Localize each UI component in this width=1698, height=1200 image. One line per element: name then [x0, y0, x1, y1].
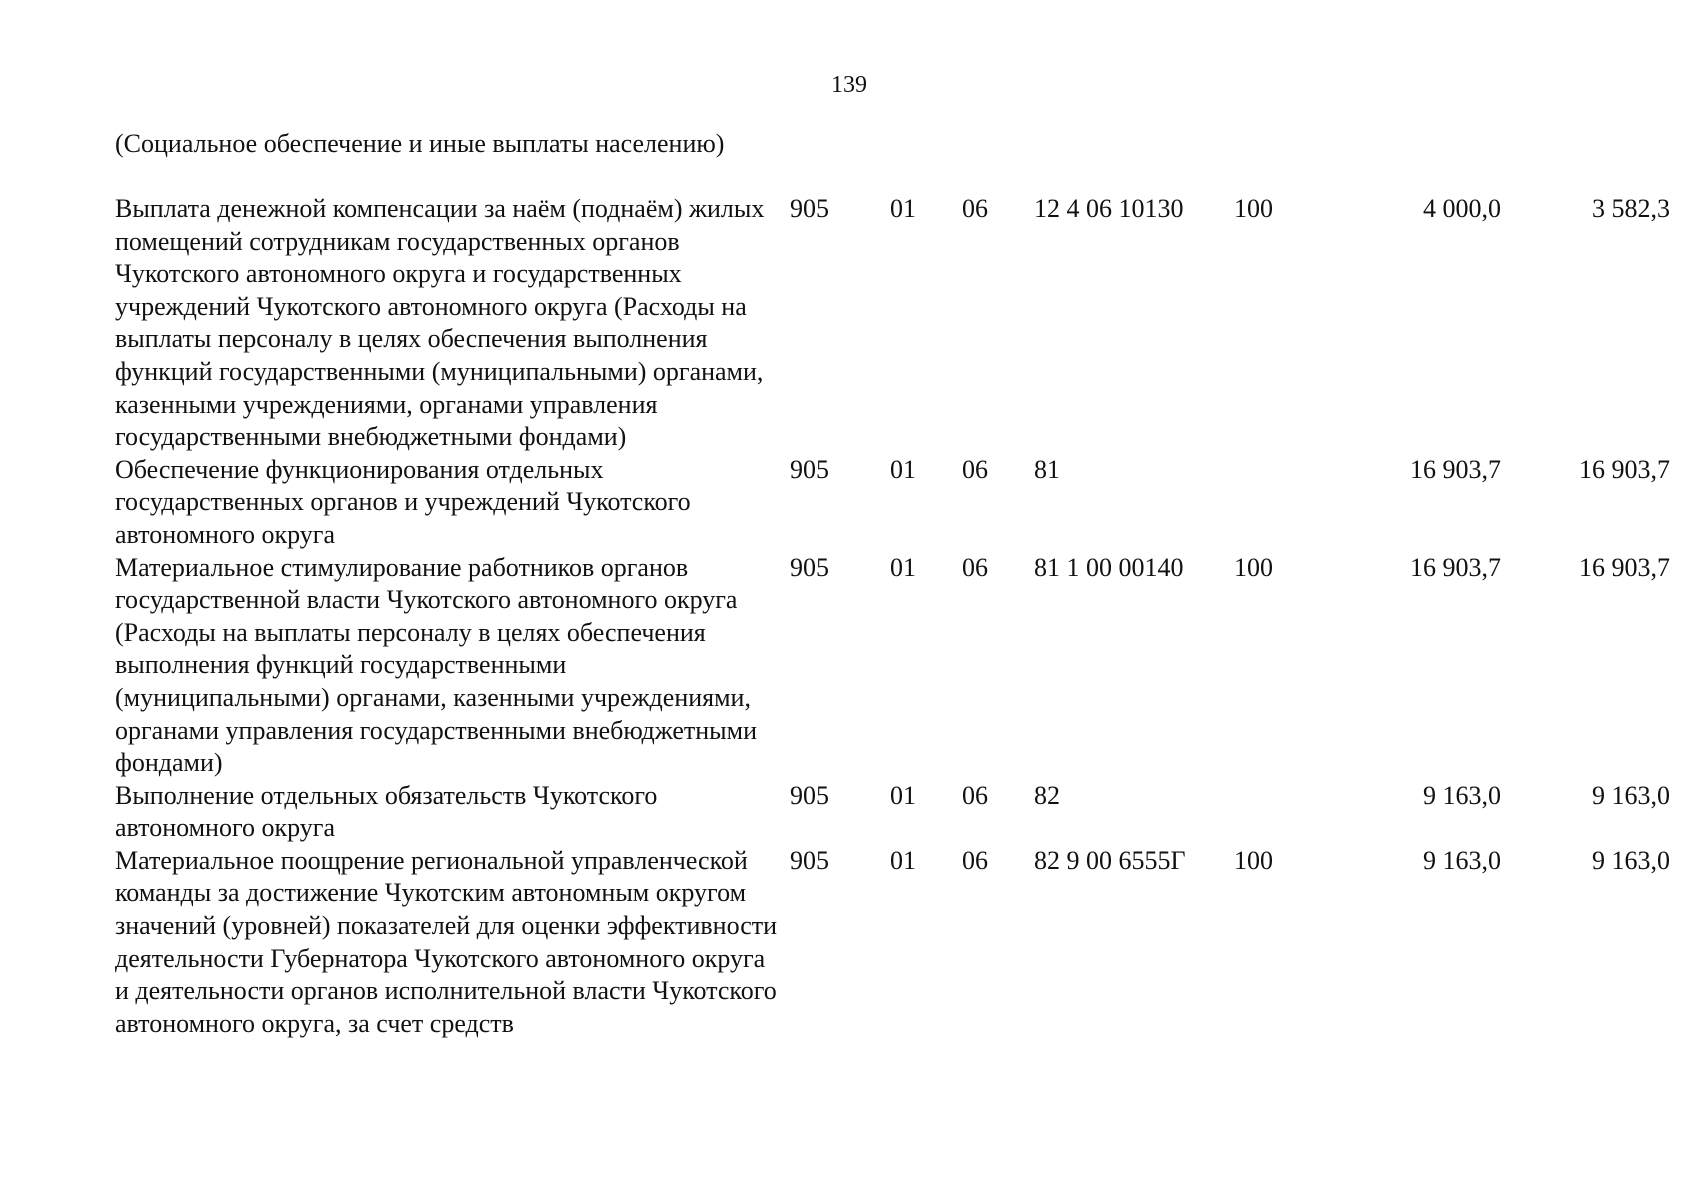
row-amount-executed: 9 163,0: [1592, 845, 1670, 875]
row-expense-type-code: 100: [1234, 194, 1273, 223]
table-row: [115, 780, 1670, 845]
row-target-article-code: 82: [1034, 780, 1060, 810]
row-ved-code: 905: [790, 454, 829, 484]
row-amount-executed: 9 163,0: [1592, 780, 1670, 810]
row-target-article-code: 12 4 06 10130: [1034, 194, 1184, 223]
row-amount-executed: 16 903,7: [1579, 552, 1670, 582]
page-number: 139: [831, 72, 867, 98]
row-target-article-code: 81 1 00 00140: [1034, 552, 1184, 582]
row-subsection-code: 06: [962, 845, 988, 875]
table-row: [115, 193, 1670, 454]
row-description: Материальное стимулирование работников органов государственной власти Чукотского автономного округа (Расходы на выплаты персоналу в целях обеспечения выполнения функций государственными (муниципальными) органами, казенными учреждениями, органами управления государственными внебюджетными фондами): [115, 552, 758, 778]
row-ved-code: 905: [790, 845, 829, 875]
row-target-article-code: [1034, 128, 1234, 193]
row-description: Выплата денежной компенсации за наём (поднаём) жилых помещений сотрудникам государственных органов Чукотского автономного округа и государственных учреждений Чукотского автономного округа (Расходы на выплаты персоналу в целях обеспечения выполнения функций государственными (муниципальными) органами, казенными учреждениями, органами управления государственными внебюджетными фондами): [115, 194, 765, 452]
row-subsection-code: 06: [962, 454, 988, 484]
row-amount-executed: 3 582,3: [1592, 194, 1670, 223]
row-ved-code: [790, 128, 890, 193]
row-amount-executed: 16 903,7: [1579, 454, 1670, 484]
row-amount-planned: [1334, 128, 1501, 193]
row-description: Выполнение отдельных обязательств Чукотского автономного округа: [115, 780, 658, 843]
row-target-article-code: 81: [1034, 454, 1060, 484]
row-subsection-code: [962, 128, 1034, 193]
row-expense-type-code: 100: [1234, 845, 1273, 875]
row-amount-executed: [1501, 128, 1670, 193]
row-ved-code: 905: [790, 780, 829, 810]
row-description: Обеспечение функционирования отдельных государственных органов и учреждений Чукотского автономного округа: [115, 454, 691, 549]
budget-table: [115, 128, 1670, 1040]
row-ved-code: 905: [790, 194, 829, 223]
row-description: Материальное поощрение региональной управленческой команды за достижение Чукотским автономным округом значений (уровней) показателей для оценки эффективности деятельности Губернатора Чукотского автономного округа и деятельности органов исполнительной власти Чукотского автономного округа, за счет средств: [115, 845, 778, 1038]
row-section-code: 01: [890, 552, 916, 582]
row-amount-planned: 16 903,7: [1410, 454, 1501, 484]
table-row: [115, 128, 1670, 193]
row-subsection-code: 06: [962, 552, 988, 582]
row-description: (Социальное обеспечение и иные выплаты населению): [115, 129, 725, 158]
table-row: [115, 845, 1670, 1041]
row-subsection-code: 06: [962, 780, 988, 810]
row-amount-planned: 16 903,7: [1410, 552, 1501, 582]
row-amount-planned: 4 000,0: [1423, 194, 1501, 223]
row-expense-type-code: [1234, 780, 1334, 845]
row-target-article-code: 82 9 00 6555Г: [1034, 845, 1186, 875]
row-expense-type-code: [1234, 128, 1334, 193]
row-section-code: 01: [890, 194, 916, 223]
row-amount-planned: 9 163,0: [1423, 780, 1501, 810]
table-row: [115, 552, 1670, 780]
row-subsection-code: 06: [962, 194, 988, 223]
row-section-code: 01: [890, 780, 916, 810]
row-expense-type-code: [1234, 454, 1334, 552]
row-section-code: 01: [890, 454, 916, 484]
row-section-code: 01: [890, 845, 916, 875]
row-ved-code: 905: [790, 552, 829, 582]
row-section-code: [890, 128, 962, 193]
row-expense-type-code: 100: [1234, 552, 1273, 582]
table-row: [115, 454, 1670, 552]
row-amount-planned: 9 163,0: [1423, 845, 1501, 875]
